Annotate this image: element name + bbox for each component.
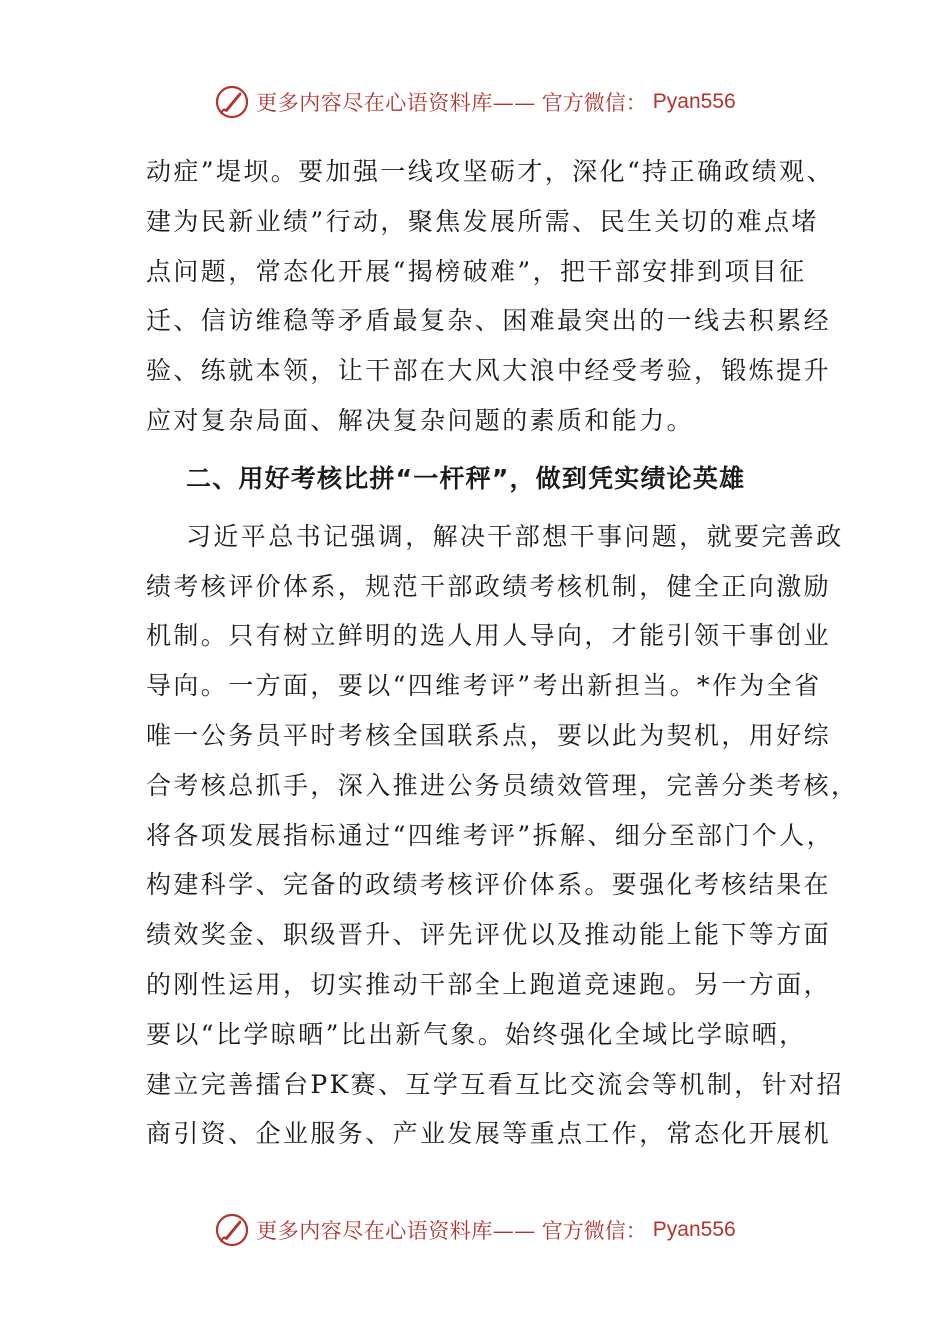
document-body — [146, 147, 859, 1159]
header-wechat-label: 官方微信： — [541, 91, 647, 115]
footer-wechat-label: 官方微信： — [541, 1219, 647, 1243]
text-line: 合考核总抓手，深入推进公务员绩效管理，完善分类考核， — [146, 770, 859, 800]
text-line: 动症”堤坝。要加强一线攻坚砺才，深化“持正确政绩观、 — [146, 157, 834, 186]
header-site-text: 更多内容尽在心语资料库—— — [256, 91, 536, 115]
text-line: 验、练就本领，让干部在大风大浪中经受考验，锻炼提升 — [146, 356, 832, 386]
footer-banner — [0, 1210, 950, 1250]
text-line: 迁、信访维稳等矛盾最复杂、困难最突出的一线去积累经 — [146, 306, 832, 336]
text-line: 习近平总书记强调，解决干部想干事问题，就要完善政 — [186, 521, 844, 551]
text-line: 绩效奖金、职级晋升、评先评优以及推动能上能下等方面 — [146, 920, 832, 950]
text-line: 建为民新业绩”行动，聚焦发展所需、民生关切的难点堵 — [146, 206, 819, 236]
text-line: 的刚性运用，切实推动干部全上跑道竞速跑。另一方面， — [146, 969, 832, 999]
quill-pen-logo-icon — [214, 84, 250, 120]
header-banner — [0, 82, 950, 122]
text-line: 唯一公务员平时考核全国联系点，要以此为契机，用好综 — [146, 720, 832, 750]
text-line: 要以“比学晾晒”比出新气象。始终强化全域比学晾晒， — [146, 1019, 807, 1049]
quill-pen-logo-icon — [214, 1212, 250, 1248]
text-line: 应对复杂局面、解决复杂问题的素质和能力。 — [146, 405, 695, 435]
header-wechat-id: Pyan556 — [652, 90, 736, 113]
text-line: 导向。一方面，要以“四维考评”考出新担当。*作为全省 — [146, 671, 822, 701]
footer-wechat-id: Pyan556 — [652, 1218, 736, 1241]
footer-site-text: 更多内容尽在心语资料库—— — [256, 1219, 536, 1243]
text-line: 构建科学、完备的政绩考核评价体系。要强化考核结果在 — [146, 870, 832, 900]
paragraph-2 — [146, 512, 859, 1159]
paragraph-1 — [146, 147, 834, 446]
section-heading: 二、用好考核比拼“一杆秤”，做到凭实绩论英雄 — [186, 463, 746, 493]
text-line: 点问题，常态化开展“揭榜破难”，把干部安排到项目征 — [146, 256, 807, 286]
text-line: 建立完善擂台PK赛、互学互看互比交流会等机制，针对招 — [146, 1069, 844, 1099]
text-line: 将各项发展指标通过“四维考评”拆解、细分至部门个人， — [146, 820, 834, 850]
text-line: 商引资、企业服务、产业发展等重点工作，常态化开展机 — [146, 1119, 832, 1149]
text-line: 绩考核评价体系，规范干部政绩考核机制，健全正向激励 — [146, 571, 832, 601]
text-line: 机制。只有树立鲜明的选人用人导向，才能引领干事创业 — [146, 621, 832, 651]
